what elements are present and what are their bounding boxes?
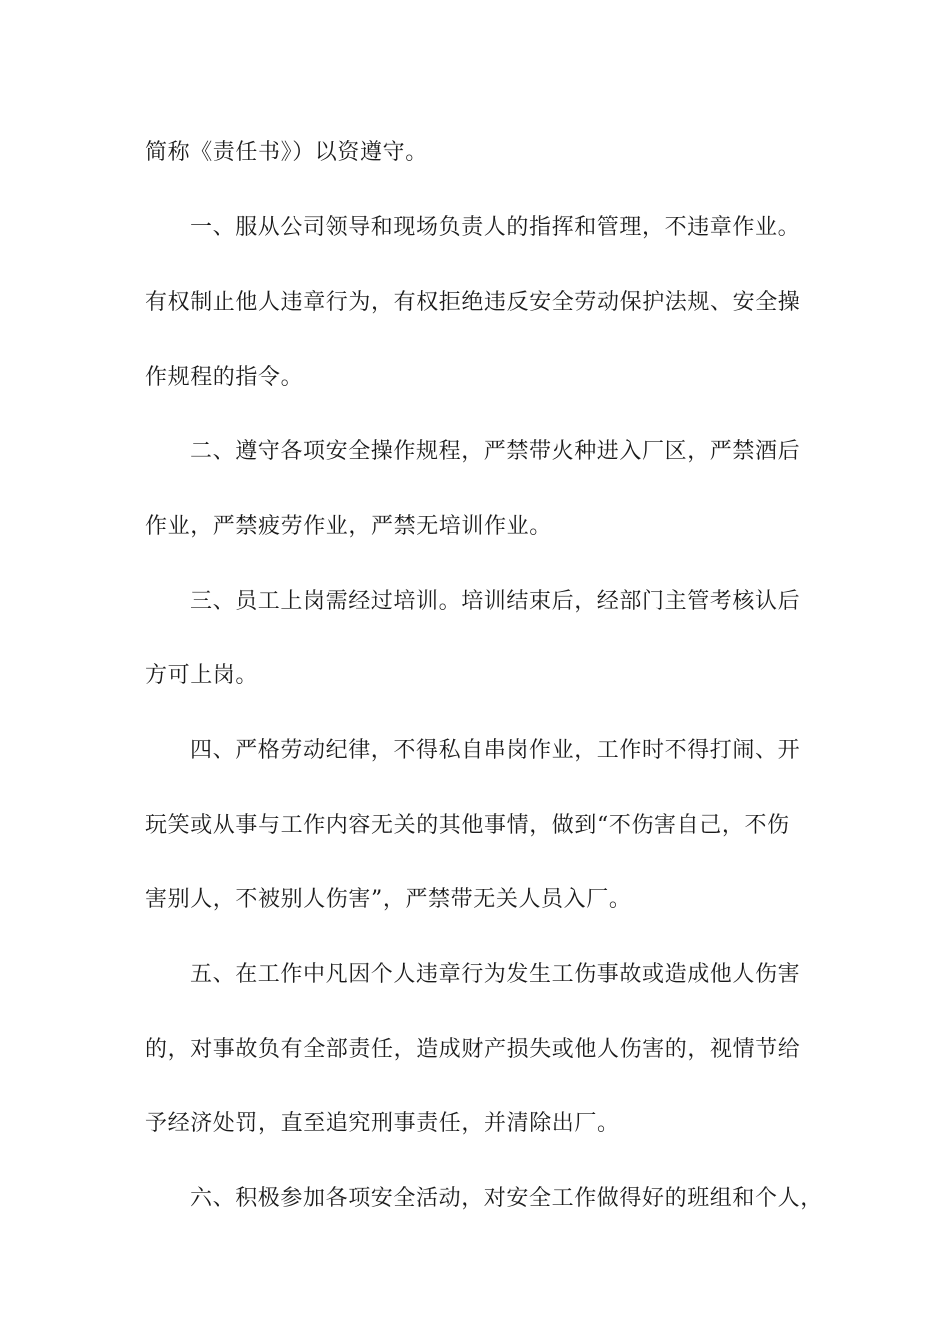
text-line: 玩笑或从事与工作内容无关的其他事情，做到“不伤害自己，不伤 (145, 813, 790, 838)
text-line: 作业，严禁疲劳作业，严禁无培训作业。 (145, 514, 552, 539)
text-line: 有权制止他人违章行为，有权拒绝违反安全劳动保护法规、安全操 (145, 290, 801, 315)
text-line: 作规程的指令。 (145, 365, 304, 390)
paragraph-2-line: 二、遵守各项安全操作规程，严禁带火种进入厂区，严禁酒后 (190, 439, 801, 464)
text-line: 方可上岗。 (145, 663, 259, 688)
text-line: 的，对事故负有全部责任，造成财产损失或他人伤害的，视情节给 (145, 1037, 801, 1062)
text-line: 予经济处罚，直至追究刑事责任，并清除出厂。 (145, 1111, 620, 1136)
text-line: 害别人，不被别人伤害”，严禁带无关人员入厂。 (145, 887, 632, 912)
text-line: 简称《责任书》）以资遵守。 (145, 140, 428, 165)
paragraph-3-line: 三、员工上岗需经过培训。培训结束后，经部门主管考核认后 (190, 589, 801, 614)
paragraph-1-line: 一、服从公司领导和现场负责人的指挥和管理，不违章作业。 (190, 215, 801, 240)
paragraph-4-line: 四、严格劳动纪律，不得私自串岗作业，工作时不得打闹、开 (190, 738, 801, 763)
paragraph-5-line: 五、在工作中凡因个人违章行为发生工伤事故或造成他人伤害 (190, 962, 801, 987)
paragraph-6-line: 六、积极参加各项安全活动，对安全工作做得好的班组和个人， (190, 1186, 823, 1211)
